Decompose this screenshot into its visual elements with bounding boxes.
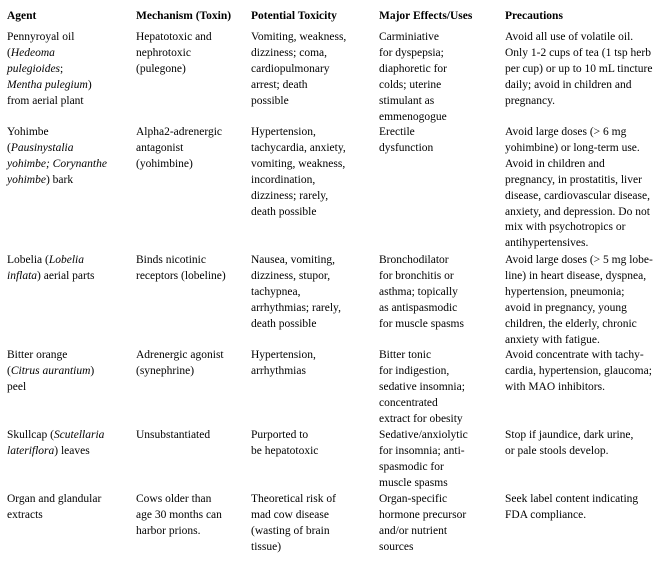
cell-precautions [505, 253, 653, 348]
precautions-line: Avoid all use of volatile oil. [505, 31, 634, 43]
effects-line: stimulant as [379, 94, 435, 107]
effects-line: for indigestion, [379, 364, 450, 377]
cell-agent [7, 428, 104, 460]
mechanism-line: receptors (lobeline) [136, 269, 226, 282]
cell-precautions [505, 125, 650, 252]
cell-mechanism [136, 492, 222, 540]
mechanism-line: Hepatotoxic and [136, 31, 212, 43]
cell-agent [7, 253, 95, 285]
mechanism-line: nephrotoxic [136, 46, 191, 59]
cell-agent [7, 30, 92, 110]
precautions-line: cardia, hypertension, glaucoma; [505, 364, 652, 377]
toxicity-line: death possible [251, 317, 317, 330]
agent-text: Organ and glandular [7, 493, 102, 505]
agent-text: ; [60, 62, 64, 75]
toxicity-line: arrest; death [251, 78, 308, 91]
precautions-line: daily; avoid in children and [505, 78, 632, 91]
agent-latin-name: yohimbe; Corynanthe [7, 157, 107, 170]
precautions-line: disease, cardiovascular disease, [505, 189, 650, 202]
agent-text: Bitter orange [7, 349, 68, 361]
precautions-line: yohimbine) or long-term use. [505, 141, 640, 154]
toxicity-line: possible [251, 94, 289, 107]
toxicity-line: arrhythmias [251, 364, 306, 377]
effects-line: for insomnia; anti- [379, 444, 465, 457]
precautions-line: Avoid large doses (> 6 mg [505, 126, 627, 138]
precautions-line: hypertension, pneumonia; [505, 285, 625, 298]
toxicity-line: Hypertension, [251, 349, 316, 361]
agent-latin-name: lateriflora [7, 444, 55, 457]
agent-line [7, 492, 101, 508]
mechanism-line: Cows older than [136, 493, 212, 505]
precautions-line: per cup) or up to 10 mL tincture [505, 62, 653, 75]
cell-effects [379, 125, 433, 157]
mechanism-line: Adrenergic agonist [136, 349, 224, 361]
effects-line: as antispasmodic [379, 301, 458, 314]
toxicity-line: tachycardia, anxiety, [251, 141, 346, 154]
effects-line: asthma; topically [379, 285, 458, 298]
agent-text: extracts [7, 508, 43, 521]
header-effects: Major Effects/Uses [379, 10, 473, 22]
toxicity-line: dizziness; coma, [251, 46, 328, 59]
cell-agent [7, 348, 94, 396]
agent-latin-name: Hedeoma [10, 46, 55, 59]
effects-line: spasmodic for [379, 460, 444, 473]
effects-line: for dyspepsia; [379, 46, 444, 59]
toxicity-line: incordination, [251, 173, 316, 186]
agent-text: Lobelia ( [7, 254, 49, 266]
toxicity-line: tachypnea, [251, 285, 301, 298]
precautions-line: Only 1-2 cups of tea (1 tsp herb [505, 46, 651, 59]
precautions-line: pregnancy, in prostatitis, liver [505, 173, 642, 186]
toxicity-line: Vomiting, weakness, [251, 31, 347, 43]
effects-line: Carminiative [379, 31, 440, 43]
cell-agent [7, 492, 101, 524]
mechanism-line: Binds nicotinic [136, 254, 206, 266]
agent-line [7, 508, 101, 524]
agent-line [7, 62, 92, 78]
cell-mechanism [136, 253, 226, 285]
agent-line [7, 380, 94, 396]
effects-line: Erectile [379, 126, 415, 138]
cell-toxicity [251, 348, 316, 380]
effects-line: sedative insomnia; [379, 380, 465, 393]
agent-line [7, 348, 94, 364]
agent-line [7, 428, 104, 444]
mechanism-line: (synephrine) [136, 364, 195, 377]
cell-toxicity [251, 253, 341, 333]
mechanism-line: harbor prions. [136, 524, 201, 537]
agent-latin-name: inflata [7, 269, 38, 282]
header-toxicity: Potential Toxicity [251, 10, 337, 22]
precautions-line: Seek label content indicating [505, 493, 639, 505]
cell-precautions [505, 428, 633, 460]
precautions-line: Avoid concentrate with tachy- [505, 349, 644, 361]
cell-toxicity [251, 125, 346, 220]
precautions-line: pregnancy. [505, 94, 556, 107]
agent-text: Yohimbe [7, 126, 49, 138]
effects-line: diaphoretic for [379, 62, 448, 75]
agent-text: Skullcap ( [7, 429, 54, 441]
precautions-line: antihypertensives. [505, 237, 589, 250]
precautions-line: anxiety with fatigue. [505, 333, 600, 346]
effects-line: extract for obesity [379, 412, 463, 425]
agent-line [7, 269, 95, 285]
agent-latin-name: Scutellaria [53, 429, 105, 441]
effects-line: sources [379, 540, 414, 553]
precautions-line: Stop if jaundice, dark urine, [505, 429, 634, 441]
effects-line: dysfunction [379, 141, 434, 154]
cell-precautions [505, 30, 652, 110]
toxicity-line: cardiopulmonary [251, 62, 330, 75]
effects-line: for bronchitis or [379, 269, 454, 282]
precautions-line: Avoid in children and [505, 157, 605, 170]
agent-text: ( [7, 141, 11, 154]
toxicity-line: Nausea, vomiting, [251, 254, 335, 266]
agent-line [7, 125, 107, 141]
cell-effects [379, 428, 468, 492]
mechanism-line: (yohimbine) [136, 157, 193, 170]
mechanism-line: antagonist [136, 141, 184, 154]
effects-line: Bitter tonic [379, 349, 432, 361]
cell-precautions [505, 492, 638, 524]
cell-precautions [505, 348, 652, 396]
header-mechanism: Mechanism (Toxin) [136, 10, 232, 22]
cell-mechanism [136, 30, 212, 78]
toxicity-line: vomiting, weakness, [251, 157, 346, 170]
agent-line [7, 253, 95, 269]
agent-line [7, 30, 92, 46]
header-agent: Agent [7, 10, 37, 22]
agent-text: ( [7, 364, 11, 377]
effects-line: Organ-specific [379, 493, 448, 505]
effects-line: muscle spasms [379, 476, 448, 489]
effects-line: Sedative/anxiolytic [379, 429, 468, 441]
toxicity-line: mad cow disease [251, 508, 329, 521]
header-precautions: Precautions [505, 10, 563, 22]
precautions-line: line) in heart disease, dyspnea, [505, 269, 647, 282]
agent-line [7, 46, 92, 62]
effects-line: hormone precursor [379, 508, 467, 521]
agent-latin-name: Citrus aurantium [10, 364, 91, 377]
agent-latin-name: Lobelia [48, 254, 84, 266]
toxicity-line: tissue) [251, 540, 282, 553]
effects-line: colds; uterine [379, 78, 442, 91]
effects-line: concentrated [379, 396, 438, 409]
agent-text: ) bark [45, 173, 74, 186]
precautions-line: or pale stools develop. [505, 444, 609, 457]
mechanism-line: Alpha2-adrenergic [136, 126, 222, 138]
effects-line: for muscle spasms [379, 317, 464, 330]
agent-latin-name: Mentha pulegium [7, 78, 88, 91]
agent-line [7, 173, 107, 189]
toxicity-line: Hypertension, [251, 126, 316, 138]
agent-text: ) leaves [54, 444, 90, 457]
agent-line [7, 364, 94, 380]
agent-line [7, 157, 107, 173]
toxicity-line: death possible [251, 205, 317, 218]
agent-line [7, 78, 92, 94]
cell-toxicity [251, 30, 346, 110]
agent-line [7, 444, 104, 460]
agent-line [7, 141, 107, 157]
cell-mechanism [136, 428, 210, 444]
precautions-line: avoid in pregnancy, young [505, 301, 627, 314]
agent-text: ) [90, 364, 95, 377]
cell-toxicity [251, 428, 318, 460]
toxicity-line: (wasting of brain [251, 524, 330, 537]
precautions-line: anxiety, and depression. Do not [505, 205, 650, 218]
effects-line: emmenogogue [379, 110, 447, 123]
cell-effects [379, 253, 464, 333]
toxicity-line: Theoretical risk of [251, 493, 336, 505]
cell-mechanism [136, 348, 224, 380]
toxicity-line: dizziness, stupor, [251, 269, 331, 282]
precautions-line: FDA compliance. [505, 508, 587, 521]
agent-latin-name: yohimbe [7, 173, 46, 186]
cell-effects [379, 492, 466, 556]
agent-latin-name: Pausinystalia [10, 141, 74, 154]
effects-line: and/or nutrient [379, 524, 448, 537]
toxicity-line: Purported to [251, 429, 309, 441]
agent-text: ( [7, 46, 11, 59]
precautions-line: with MAO inhibitors. [505, 380, 605, 393]
agent-text: ) aerial parts [37, 269, 95, 282]
agent-latin-name: pulegioides [7, 62, 61, 75]
agent-text: peel [7, 380, 27, 393]
cell-effects [379, 30, 447, 125]
agent-line [7, 94, 92, 110]
toxicity-line: arrhythmias; rarely, [251, 301, 341, 314]
cell-agent [7, 125, 107, 189]
precautions-line: children, the elderly, chronic [505, 317, 637, 330]
cell-mechanism [136, 125, 222, 173]
agent-text: Pennyroyal oil [7, 31, 75, 43]
agent-text: ) [87, 78, 92, 91]
cell-toxicity [251, 492, 336, 556]
toxicity-line: be hepatotoxic [251, 444, 319, 457]
mechanism-line: (pulegone) [136, 62, 186, 75]
precautions-line: Avoid large doses (> 5 mg lobe- [505, 254, 653, 266]
effects-line: Bronchodilator [379, 254, 449, 266]
mechanism-line: age 30 months can [136, 508, 222, 521]
agent-text: from aerial plant [7, 94, 84, 107]
mechanism-line: Unsubstantiated [136, 429, 211, 441]
toxicity-line: dizziness; rarely, [251, 189, 329, 202]
cell-effects [379, 348, 465, 428]
precautions-line: mix with psychotropics or [505, 221, 626, 234]
